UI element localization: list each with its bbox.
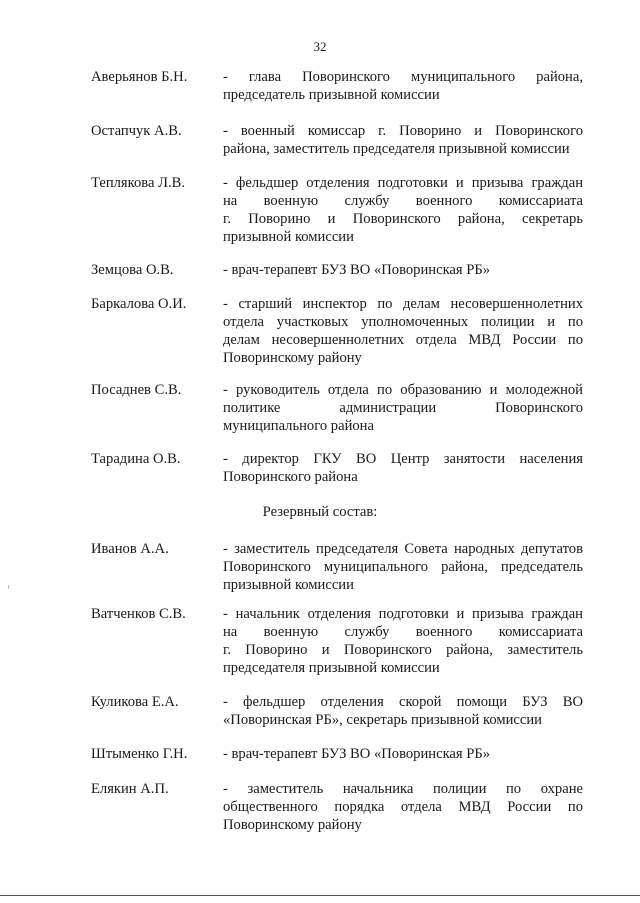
member-role (223, 174, 583, 246)
member-role (223, 693, 583, 729)
member-name: Остапчук А.В. (91, 123, 182, 139)
role-line: отдела участковых уполномоченных полиции и по (223, 314, 583, 330)
role-line: - заместитель председателя Совета народных депутатов (223, 541, 583, 557)
member-role (223, 261, 583, 279)
member-name: Теплякова Л.В. (91, 175, 186, 191)
role-line: муниципального района (223, 418, 374, 434)
member-name: Елякин А.П. (91, 781, 169, 797)
role-line: Поворинского муниципального района, председатель (223, 559, 583, 575)
role-line: г. Поворино и Поворинского района, заместитель (223, 642, 583, 658)
role-line: на военную службу военного комиссариата (223, 193, 583, 209)
page-number: 32 (313, 39, 327, 54)
member-name: Штыменко Г.Н. (91, 746, 188, 762)
page-bottom-edge (0, 895, 640, 896)
role-line: призывной комиссии (223, 229, 354, 245)
role-line: - фельдшер отделения скорой помощи БУЗ ВО (223, 694, 583, 710)
role-line: - глава Поворинского муниципального района, (223, 69, 583, 85)
member-name: Куликова Е.А. (91, 694, 179, 710)
role-line: - руководитель отдела по образованию и молодежной (223, 382, 583, 398)
role-line: делам несовершеннолетних отдела МВД России по (223, 332, 583, 348)
member-role (223, 295, 583, 367)
role-line: «Поворинская РБ», секретарь призывной комиссии (223, 712, 542, 728)
role-line: Поворинскому району (223, 817, 362, 833)
role-line: - военный комиссар г. Поворино и Поворинского (223, 123, 583, 139)
role-line: общественного порядка отдела МВД России по (223, 799, 583, 815)
member-role (223, 450, 583, 486)
role-line: - фельдшер отделения подготовки и призыва граждан (223, 175, 583, 191)
reserve-section-heading: Резервный состав: (262, 504, 378, 520)
member-name: Аверьянов Б.Н. (91, 69, 188, 85)
role-line: - врач-терапевт БУЗ ВО «Поворинская РБ» (223, 746, 491, 762)
role-line: призывной комиссии (223, 577, 354, 593)
member-role (223, 68, 583, 104)
role-line: председатель призывной комиссии (223, 87, 440, 103)
member-name: Ватченков С.В. (91, 606, 186, 622)
role-line: г. Поворино и Поворинского района, секретарь (223, 211, 583, 227)
role-line: - директор ГКУ ВО Центр занятости населения (223, 451, 583, 467)
member-name: Иванов А.А. (91, 541, 169, 557)
role-line: Поворинскому району (223, 350, 362, 366)
role-line: политике администрации Поворинского (223, 400, 583, 416)
scan-margin-mark (8, 585, 9, 589)
role-line: - врач-терапевт БУЗ ВО «Поворинская РБ» (223, 262, 491, 278)
role-line: района, заместитель председателя призывной комиссии (223, 141, 570, 157)
member-role (223, 540, 583, 594)
role-line: на военную службу военного комиссариата (223, 624, 583, 640)
role-line: - заместитель начальника полиции по охране (223, 781, 583, 797)
member-name: Посаднев С.В. (91, 382, 182, 398)
role-line: председателя призывной комиссии (223, 660, 440, 676)
member-role (223, 745, 583, 763)
member-name: Земцова О.В. (91, 262, 174, 278)
member-name: Баркалова О.И. (91, 296, 187, 312)
member-role (223, 381, 583, 435)
role-line: Поворинского района (223, 469, 358, 485)
member-role (223, 605, 583, 677)
member-role (223, 122, 583, 158)
member-role (223, 780, 583, 834)
role-line: - начальник отделения подготовки и призыва граждан (223, 606, 583, 622)
role-line: - старший инспектор по делам несовершеннолетних (223, 296, 583, 312)
member-name: Тарадина О.В. (91, 451, 181, 467)
